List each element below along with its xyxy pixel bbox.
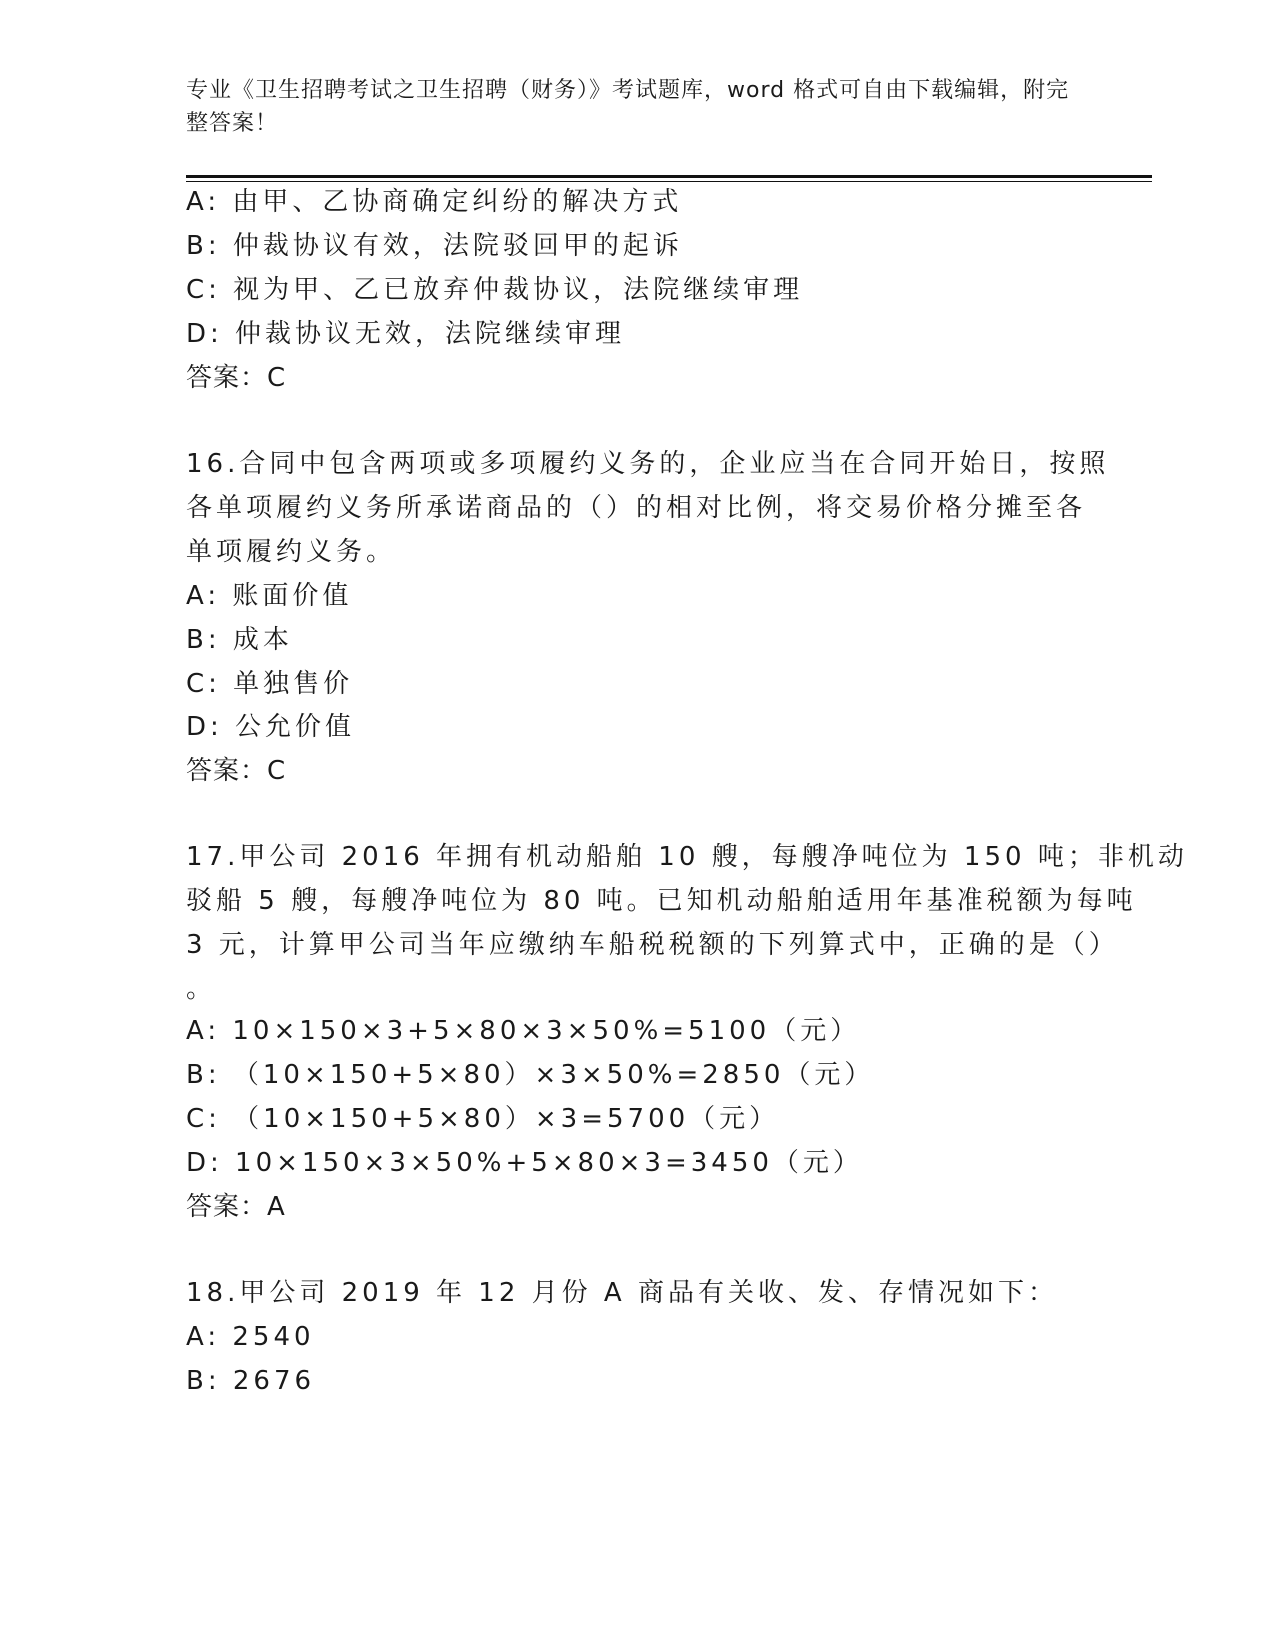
q16-stem-line-1: 16.合同中包含两项或多项履约义务的，企业应当在合同开始日，按照: [186, 449, 1110, 479]
q15-option-d: D: 仲裁协议无效，法院继续审理: [186, 319, 626, 349]
q18-option-b: B: 2676: [186, 1366, 316, 1396]
q16-option-c: C: 单独售价: [186, 669, 354, 699]
q16-option-a: A: 账面价值: [186, 581, 353, 611]
q17-stem-line-1: 17.甲公司 2016 年拥有机动船舶 10 艘，每艘净吨位为 150 吨；非机动: [186, 842, 1188, 872]
q17-stem-line-3: 3 元，计算甲公司当年应缴纳车船税税额的下列算式中，正确的是（）: [186, 930, 1119, 960]
q18-option-a: A: 2540: [186, 1322, 315, 1352]
q16-option-d: D: 公允价值: [186, 712, 356, 742]
q17-answer: 答案：A: [186, 1192, 286, 1222]
q17-stem-line-4: 。: [186, 974, 217, 1004]
header-rule-thin: [186, 181, 1152, 182]
q17-option-a: A: 10×150×3+5×80×3×50%=5100（元）: [186, 1016, 861, 1046]
q15-option-a: A: 由甲、乙协商确定纠纷的解决方式: [186, 187, 683, 217]
q17-option-c: C: （10×150+5×80）×3=5700（元）: [186, 1104, 780, 1134]
q15-answer: 答案：C: [186, 363, 287, 393]
header-rule-thick: [186, 175, 1152, 178]
q17-stem-line-2: 驳船 5 艘，每艘净吨位为 80 吨。已知机动船舶适用年基准税额为每吨: [186, 886, 1137, 916]
q16-stem-line-2: 各单项履约义务所承诺商品的（）的相对比例，将交易价格分摊至各: [186, 493, 1087, 523]
q16-option-b: B: 成本: [186, 625, 293, 655]
q17-option-b: B: （10×150+5×80）×3×50%=2850（元）: [186, 1060, 875, 1090]
q15-option-c: C: 视为甲、乙已放弃仲裁协议，法院继续审理: [186, 275, 804, 305]
q17-option-d: D: 10×150×3×50%+5×80×3=3450（元）: [186, 1148, 863, 1178]
q16-stem-line-3: 单项履约义务。: [186, 537, 397, 567]
document-header: 专业《卫生招聘考试之卫生招聘（财务）》考试题库，word 格式可自由下载编辑，附完整答案！: [186, 78, 1070, 136]
q16-answer: 答案：C: [186, 756, 287, 786]
q15-option-b: B: 仲裁协议有效，法院驳回甲的起诉: [186, 231, 683, 261]
q18-stem-line-1: 18.甲公司 2019 年 12 月份 A 商品有关收、发、存情况如下：: [186, 1278, 1058, 1308]
